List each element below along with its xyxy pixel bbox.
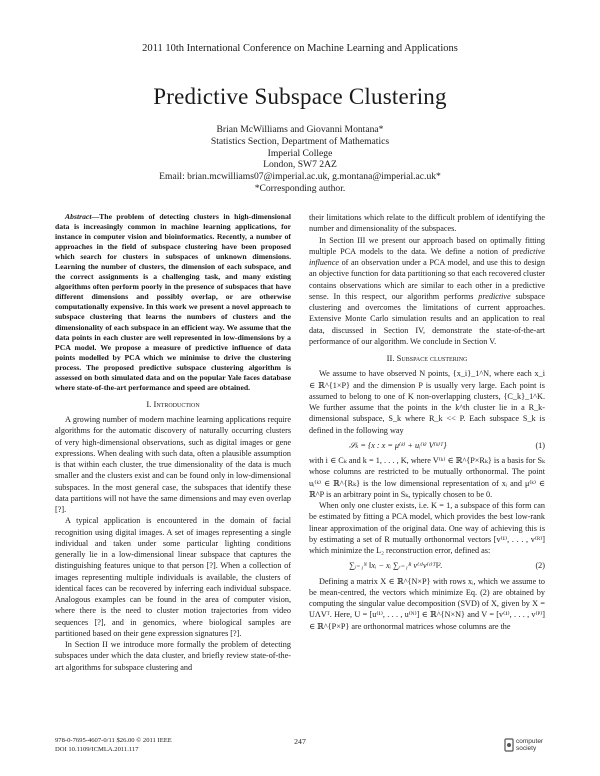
text-run: of an observation under a PCA model, and use this to design an objective function for data partitioning so that each recovered cluster contains observations which are similar to each other in a predictive sense. In this respect, our algorithm performs bbox=[309, 258, 545, 301]
subspace-paragraph-2: with i ∈ Cₖ and k = 1, . . . , K, where V⁽ᵏ⁾ ∈ ℝ^{P×Rₖ} is a basis for Sₖ whose columns are restricted to be mutually orthonormal. The point uᵢ⁽ᵏ⁾ ∈ ℝ^{Rₖ} is the low dimensional representation of xᵢ and μ⁽ᵏ⁾ ∈ ℝ^P is an arbitrary point in Sₖ, typically chosen to be 0. bbox=[309, 456, 545, 499]
computer-society-logo bbox=[504, 735, 550, 757]
conference-header: 2011 10th International Conference on Machine Learning and Applications bbox=[142, 43, 458, 54]
intro-paragraph-3-cont: their limitations which relate to the difficult problem of identifying the number and dimensionality of the subspaces. bbox=[309, 213, 545, 234]
affiliation-address: London, SW7 2AZ bbox=[263, 159, 337, 171]
equation-1 bbox=[309, 436, 545, 455]
author-block bbox=[0, 124, 600, 195]
equation-1-body: 𝒮ₖ = {x : x = μ⁽ᵏ⁾ + uᵢ⁽ᵏ⁾ V⁽ᵏ⁾ᵀ} bbox=[349, 440, 447, 450]
footer-doi: DOI 10.1109/ICMLA.2011.117 bbox=[55, 745, 139, 753]
emphasis: predictive bbox=[478, 291, 511, 301]
equation-2-body: ∑ᵢ₌₁ᴺ ‖xᵢ − xᵢ ∑ᵣ₌₁ᴿ v⁽ʳ⁾v⁽ʳ⁾ᵀ‖². bbox=[349, 561, 443, 571]
paper-title: Predictive Subspace Clustering bbox=[153, 84, 447, 109]
logo-line-2: society bbox=[516, 745, 537, 752]
equation-2-number: (2) bbox=[535, 561, 545, 571]
text-run: In Section III we present our approach based on optimally fitting multiple PCA models to the data. We define a notion of bbox=[309, 235, 545, 256]
section-heading-introduction: I. Introduction bbox=[146, 398, 200, 409]
computer-society-icon bbox=[504, 737, 514, 753]
logo-line-1: computer bbox=[516, 738, 544, 745]
subspace-paragraph-1: We assume to have observed N points, {x_i}_1^N, where each x_i ∈ ℝ^{1×P} and the dimension P is usually very large. Each point is assumed to belong to one of K non-overlapping clusters, {C_k}_1^K. We further assume that the points in the k^th cluster lie in a R_k-dimensional subspace, S_k where R_k << P. Each subspace S_k is defined in the following way bbox=[309, 369, 545, 435]
emphasis: predictive influence bbox=[309, 246, 545, 267]
intro-paragraph-4 bbox=[309, 235, 545, 348]
authors: Brian McWilliams and Giovanni Montana* bbox=[216, 124, 384, 135]
subspace-paragraph-4: Defining a matrix X ∈ ℝ^{N×P} with rows xᵢ, which we assume to be mean-centred, the vectors which minimize Eq. (2) are obtained by computing the singular value decomposition (SVD) of X, given by X = UΛVᵀ. Here, U = [u⁽¹⁾, . . . , u⁽ᴺ⁾] ∈ ℝ^{N×N} and V = [v⁽¹⁾, . . . , v⁽ᴾ⁾] ∈ ℝ^{P×P} are orthonormal matrices whose columns are the bbox=[309, 576, 545, 631]
affiliation-college: Imperial College bbox=[267, 147, 333, 159]
footer-isbn: 978-0-7695-4607-0/11 $26.00 © 2011 IEEE bbox=[55, 737, 172, 744]
intro-paragraph-3: In Section II we introduce more formally the problem of detecting subspaces under which the data cluster, and briefly review state-of-the-art algorithms for subspace clustering and bbox=[55, 640, 291, 672]
section-heading-subspace: II. Subspace clustering bbox=[386, 353, 468, 363]
abstract bbox=[55, 212, 291, 393]
left-column bbox=[55, 212, 291, 673]
equation-1-number: (1) bbox=[535, 440, 545, 450]
intro-paragraph-2: A typical application is encountered in the domain of facial recognition using digital images. A set of images representing a single individual and taken under some particular lighting conditions generally lie in a low-dimensional linear subspace that captures the distinguishing features unique to that person [?]. When a collection of images representing multiple individuals is available, the clusters of identical faces can be recovered by inferring each individual subspace. Analogous examples can be found in the area of computer vision, where there is the need to cluster motion trajectories from video sequences [?], and in genomics, where biological samples are partitioned based on their gene expression signatures [?]. bbox=[55, 516, 291, 638]
right-column bbox=[309, 212, 545, 632]
page-number: 247 bbox=[294, 737, 306, 746]
abstract-text: —The problem of detecting clusters in high-dimensional data is increasingly common in machine learning applications, for instance in computer vision and bioinformatics. Recently, a number of approaches in the field of subspace clustering have been proposed which search for clusters in subspaces of unknown dimensions. Learning the number of clusters, the dimension of each subspace, and the correct assignments is a challenging task, and many existing algorithms often perform poorly in the presence of subspaces that have different dimensions and possibly overlap, or are otherwise computationally expensive. In this work we present a novel approach to subspace clustering that learns the numbers of clusters and the dimensionality of each subspace in an efficient way. We assume that the data points in each cluster are well represented in low-dimensions by a PCA model. We propose a measure of predictive influence of data points modelled by PCA which we minimise to drive the clustering process. The proposed predictive subspace clustering algorithm is assessed on both simulated data and on the popular Yale faces database where state-of-the-art performance and speed are obtained. bbox=[55, 212, 291, 392]
abstract-lead: Abstract bbox=[65, 212, 92, 221]
text-run: subspace clustering and overcomes the limitations of current approaches. Extensive Monte Carlo simulation results and an application to real data, discussed in Section IV, demonstrate the state-of-the-art performance of our algorithm. We conclude in Section V. bbox=[309, 291, 545, 346]
affiliation-dept: Statistics Section, Department of Mathematics bbox=[210, 135, 390, 147]
logo-text bbox=[516, 738, 543, 752]
intro-paragraph-1: A growing number of modern machine learning applications require algorithms for the automatic discovery of naturally occurring clusters of very high-dimensional observations, such as digital images or gene expressions. When dealing with such data, often a plausible assumption is that within each cluster, the true dimensionality of the data is much smaller and the clusters exist and can be found only in low-dimensional subspaces. In the most general case, the subspaces that identify these data partitions will not have the same dimensions and may even overlap [?]. bbox=[55, 415, 291, 515]
equation-2 bbox=[309, 556, 545, 575]
corresponding-note: *Corresponding author. bbox=[254, 182, 346, 194]
subspace-paragraph-3: When only one cluster exists, i.e. K = 1, a subspace of this form can be estimated by fitting a PCA model, which provides the best low-rank linear approximation of the original data. One way of achieving this is by estimating a set of R mutually orthonormal vectors [v⁽¹⁾, . . . , v⁽ᴿ⁾] which minimize the L₂ reconstruction error, defined as: bbox=[309, 501, 545, 555]
email-line: Email: brian.mcwilliams07@imperial.ac.uk, g.montana@imperial.ac.uk* bbox=[159, 171, 441, 183]
